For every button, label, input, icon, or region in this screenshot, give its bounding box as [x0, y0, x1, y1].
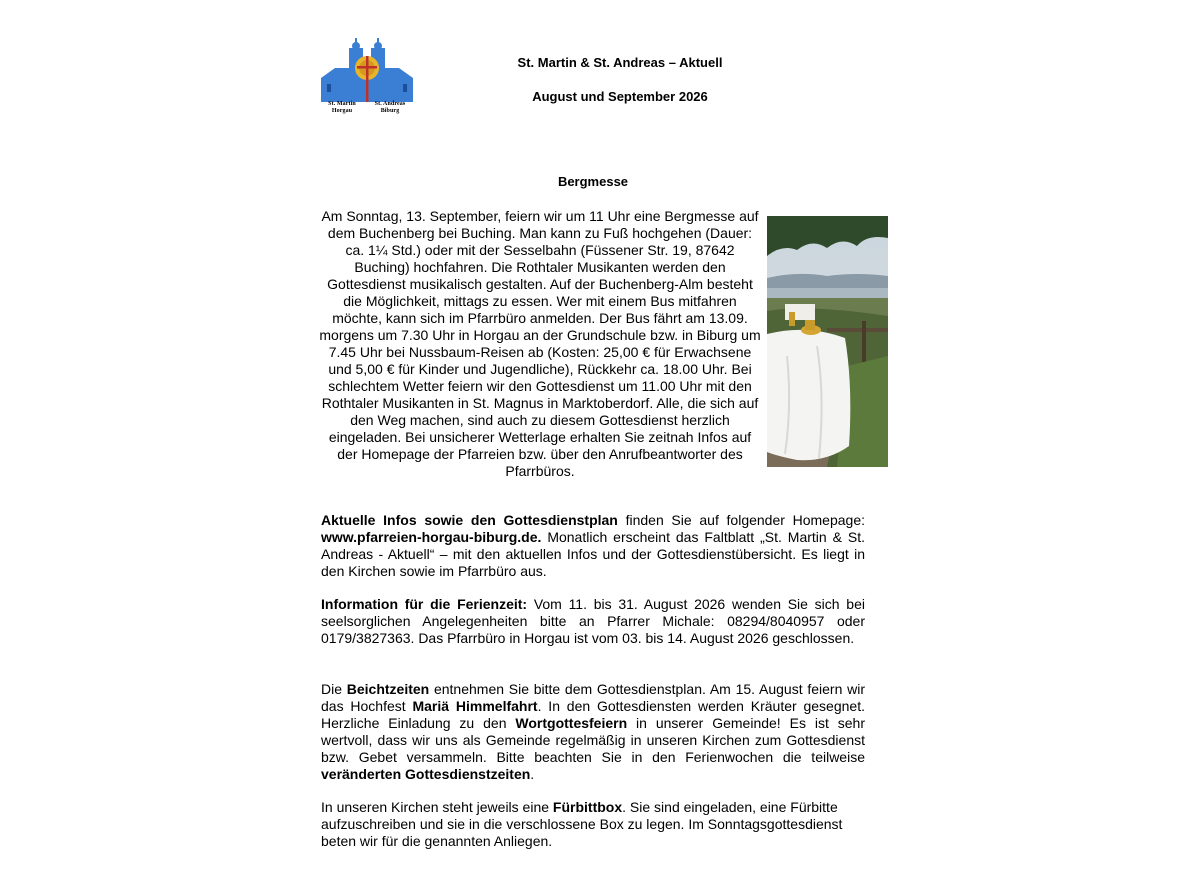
prayer-bold: Fürbittbox	[552, 799, 623, 815]
holiday-lead: Information für die Ferienzeit:	[321, 596, 528, 612]
confession-bold-3: Wortgottesfeiern	[515, 715, 628, 731]
prayer-text-1: In unseren Kirchen steht jeweils eine	[321, 799, 553, 815]
confession-bold-2: Mariä Himmelfahrt	[412, 698, 538, 714]
logo-caption-right	[365, 101, 415, 115]
confession-text-1: Die	[321, 681, 347, 697]
parish-logo	[319, 38, 415, 120]
confession-text-3: . In den Gottesdiensten werden Kräuter gesegnet. Herzliche Einladung zu den	[321, 698, 865, 731]
newsletter-subtitle: August und September 2026	[532, 89, 708, 104]
homepage-link[interactable]: www.pfarreien-horgau-biburg.de.	[321, 529, 542, 545]
logo-caption-right-line2: Biburg	[380, 108, 400, 114]
church-logo-icon	[319, 38, 415, 102]
newsletter-title: St. Martin & St. Andreas – Aktuell	[517, 55, 723, 70]
prayer-text-2: . Sie sind eingeladen, eine Fürbitte aufzuschreiben und sie in die verschlossene Box zu legen. Im Sonntagsgottesdienst beten wir für die genannten Anliegen.	[321, 799, 843, 849]
altar-table-photo-icon	[767, 216, 888, 467]
logo-caption-left	[319, 101, 365, 115]
logo-caption-left-line2: Horgau	[331, 108, 353, 114]
confession-text-4: in unserer Gemeinde! Es ist sehr wertvoll, dass wir uns als Gemeinde regelmäßig in unseren Kirchen zum Gottesdienst bzw. Gebet versammeln. Bitte beachten Sie in den Ferienwochen die teilweise	[321, 715, 865, 765]
info-text-1: finden Sie auf folgender Homepage:	[617, 512, 866, 528]
info-text-2: Monatlich erscheint das Faltblatt „St. Martin & St. Andreas - Aktuell“ – mit den aktuellen Infos und der Gottesdienstübersicht. Es liegt in den Kirchen sowie im Pfarrbüro aus.	[321, 529, 865, 579]
section-title: Bergmesse	[557, 174, 629, 189]
confession-bold-1: Beichtzeiten	[346, 681, 430, 697]
confession-text-5: .	[530, 766, 535, 782]
holiday-text: Vom 11. bis 31. August 2026 wenden Sie sich bei seelsorglichen Angelegenheiten bitte an Pfarrer Michale: 08294/8040957 oder 0179/3827363. Das Pfarrbüro in Horgau ist vom 03. bis 14. August 2026 geschlossen.	[321, 596, 865, 646]
prayer-box-paragraph	[321, 799, 865, 850]
info-lead: Aktuelle Infos sowie den Gottesdienstplan	[321, 512, 618, 528]
confession-paragraph	[321, 681, 865, 783]
mountain-mass-photo	[767, 216, 888, 467]
confession-text-2: entnehmen Sie bitte dem Gottesdienstplan. Am 15. August feiern wir das Hochfest	[321, 681, 865, 714]
info-paragraph	[321, 512, 865, 580]
article-text: Am Sonntag, 13. September, feiern wir um 11 Uhr eine Bergmesse auf dem Buchenberg bei Buching. Man kann zu Fuß hochgehen (Dauer: ca. 1¼ Std.) oder mit der Sesselbahn (Füssener Str. 19, 87642 Buching) hochfahren. Die Rothtaler Musikanten werden den Gottesdienst musikalisch gestalten. Auf der Buchenberg-Alm besteht die Möglichkeit, mittags zu essen. Wer mit einem Bus mitfahren möchte, kann sich im Pfarrbüro anmelden. Der Bus fährt am 13.09. morgens um 7.30 Uhr in Horgau an der Grundschule bzw. in Biburg um 7.45 Uhr bei Nussbaum-Reisen ab (Kosten: 25,00 € für Erwachsene und 5,00 € für Kinder und Jugendliche), Rückkehr ca. 18.00 Uhr. Bei schlechtem Wetter feiern wir den Gottesdienst um 11.00 Uhr mit den Rothtaler Musikanten in St. Magnus in Marktoberdorf. Alle, die sich auf den Weg machen, sind auch zu diesem Gottesdienst herzlich eingeladen. Bei unsicherer Wetterlage erhalten Sie zeitnah Infos auf der Homepage der Pfarreien bzw. über den Anrufbeantworter des Pfarrbüros.	[319, 208, 761, 479]
holiday-paragraph	[321, 596, 865, 647]
logo-caption-right-line1: St. Andreas	[374, 101, 406, 107]
logo-caption-left-line1: St. Martin	[328, 101, 356, 107]
confession-bold-4: veränderten Gottesdienstzeiten	[321, 766, 531, 782]
